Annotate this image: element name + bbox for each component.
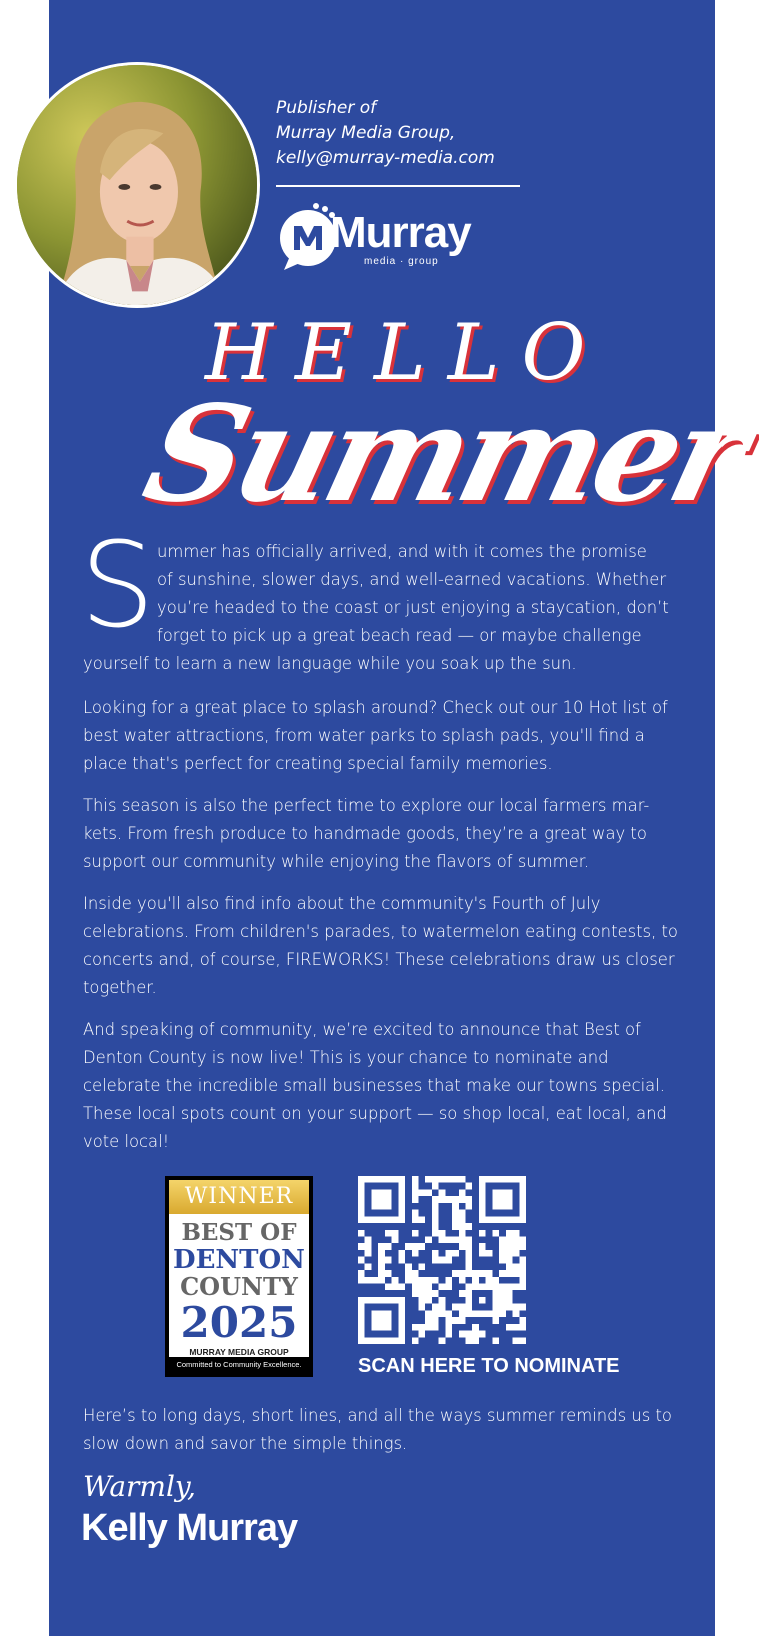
logo-tagline: media · group <box>364 256 439 267</box>
badge-tagline: Committed to Community Excellence. <box>169 1357 309 1373</box>
author-portrait <box>14 62 260 308</box>
paragraph-4: Inside you'll also find info about the community's Fourth of July celebrations. From children's parades, to watermelon eating contests, to concerts and, of course, FIREWORKS! These celebrations draw us closer together. <box>83 894 678 997</box>
logo-word-text: Murray <box>330 208 471 257</box>
headline-hello: HELLO <box>205 308 608 398</box>
closing-paragraph: Here’s to long days, short lines, and all the ways summer reminds us to slow down and savor the simple things. <box>83 1406 672 1453</box>
badge-body <box>169 1180 309 1373</box>
paragraph-1-line: of sunshine, slower days, and well-earned vacations. Whether <box>157 570 667 589</box>
scan-to-nominate-label: SCAN HERE TO NOMINATE <box>358 1355 620 1377</box>
publisher-divider <box>276 185 520 187</box>
signoff-warmly: Warmly, <box>83 1470 196 1503</box>
badge-best-of: BEST OF <box>181 1219 297 1246</box>
paragraph-3: This season is also the perfect time to explore our local farmers mar-kets. From fresh produce to handmade goods, they’re a great way to support our community while enjoying the flavors of summer. <box>83 796 650 871</box>
paragraph-1-line: you’re headed to the coast or just enjoying a staycation, don’t <box>157 598 669 617</box>
publisher-info <box>276 96 536 171</box>
headline-summer: Summer <box>130 377 758 532</box>
badge-org: MURRAY MEDIA GROUP <box>189 1347 289 1357</box>
paragraph-1-line: ummer has officially arrived, and with it comes the promise <box>157 542 647 561</box>
publisher-line: Publisher of <box>276 98 377 118</box>
logo-wordmark <box>330 208 471 258</box>
badge-winner-banner: WINNER <box>169 1180 309 1214</box>
paragraph-1-line: yourself to learn a new language while you soak up the sun. <box>83 654 577 673</box>
badge-denton: DENTON <box>173 1245 305 1275</box>
badge-county: COUNTY <box>180 1272 298 1301</box>
portrait-illustration <box>17 65 257 305</box>
signoff-name: Kelly Murray <box>81 1507 298 1549</box>
paragraph-1-line: forget to pick up a great beach read — or maybe challenge <box>157 626 642 645</box>
drop-cap: S <box>80 516 155 654</box>
publisher-email: kelly@murray-media.com <box>276 148 495 168</box>
badge-year: 2025 <box>180 1298 298 1347</box>
paragraph-2: Looking for a great place to splash around? Check out our 10 Hot list of best water attractions, from water parks to splash pads, you'll find a place that's perfect for creating special family memories. <box>83 698 668 773</box>
publisher-line: Murray Media Group, <box>276 123 456 143</box>
murray-logo <box>276 200 486 276</box>
qr-code-icon[interactable] <box>358 1176 526 1344</box>
best-of-badge <box>165 1176 313 1377</box>
paragraph-5: And speaking of community, we’re excited to announce that Best of Denton County is now live! This is your chance to nominate and celebrate the incredible small businesses that make our towns special. These local spots count on your support — so shop local, eat local, and vote local! <box>83 1020 667 1151</box>
